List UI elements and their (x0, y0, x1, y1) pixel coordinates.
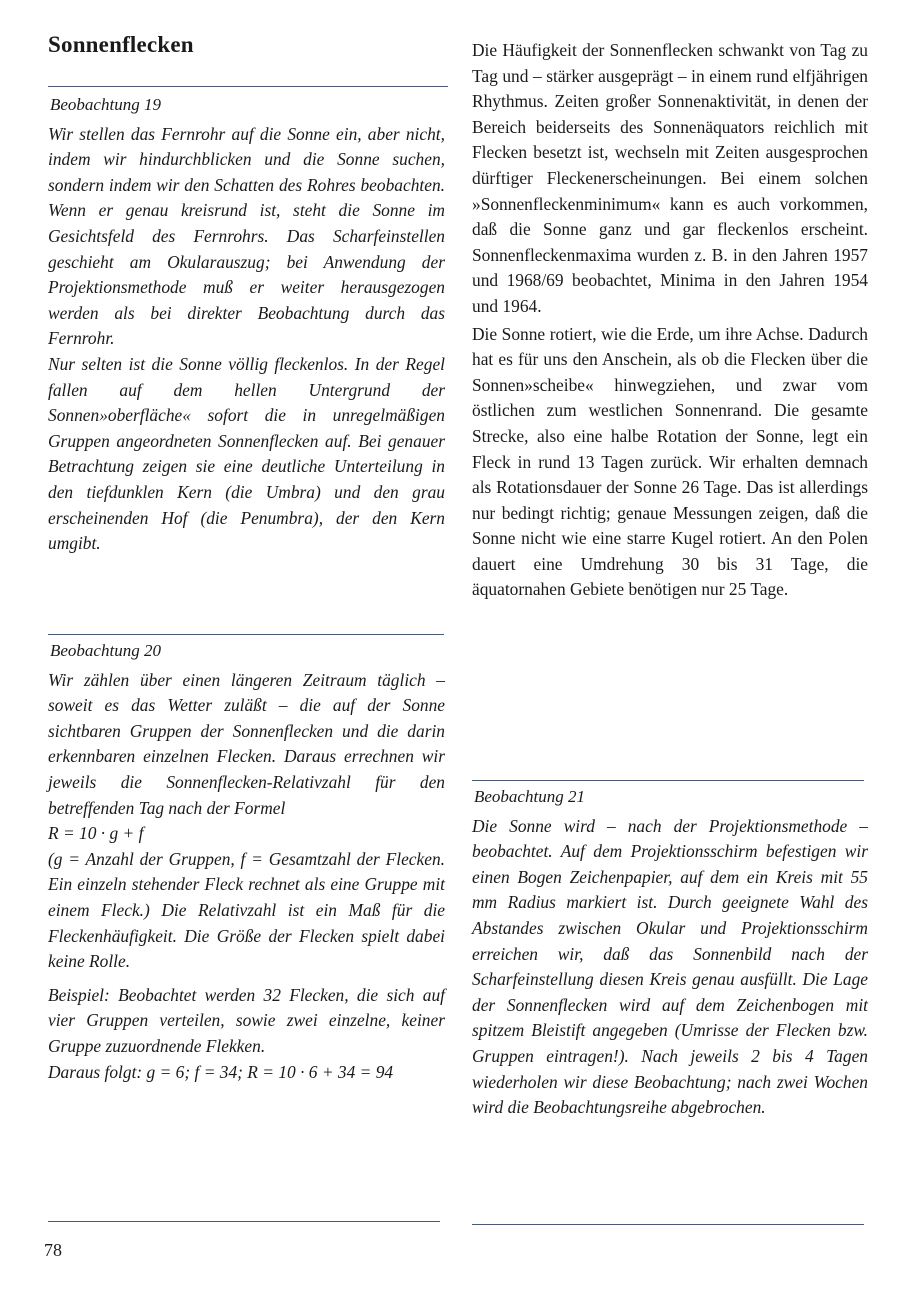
observation-20-example: Beispiel: Beobachtet werden 32 Flecken, die sich auf vier Gruppen verteilen, sowie zwei einzelne, keiner Gruppe zuzuordnende Flekken. (48, 984, 445, 1056)
section-rule-3 (472, 780, 864, 781)
observation-21-text: Die Sonne wird – nach der Projektionsmethode – beobachtet. Auf dem Projektionsschirm befestigen wir einen Bogen Zeichenpapier, auf dem ein Kreis mit 55 mm Radius markiert ist. Durch geeignete Wahl des Abstandes zwischen Okular und Projektionsschirm erreichen wir, daß das Sonnenbild nach der Scharfeinstellung diesen Kreis genau ausfüllt. Die Lage der Sonnenflecken wird auf dem Zeichenbogen mit spitzem Bleistift angegeben (Umrisse der Flecken bzw. Gruppen eintragen!). Nach jeweils 2 bis 4 Tagen wiederholen wir diese Beobachtung; nach zwei Wochen wird die Beobachtungsreihe abgebrochen. (472, 815, 868, 1118)
page-number: 78 (44, 1240, 62, 1260)
section-rule-1 (48, 634, 444, 635)
relative-number-formula: R = 10 · g + f (48, 823, 144, 844)
observation-20-result: Daraus folgt: g = 6; f = 34; R = 10 · 6 + 34 = 94 (48, 1061, 394, 1082)
observation-20-explanation: (g = Anzahl der Gruppen, f = Gesamtzahl der Flecken. Ein einzeln stehender Fleck rechnet als eine Gruppe mit einem Fleck.) Die Relativzahl ist ein Maß für die Fleckenhäufigkeit. Die Größe der Flecken spielt dabei keine Rolle. (48, 848, 445, 972)
observation-19-text: Wir stellen das Fernrohr auf die Sonne ein, aber nicht, indem wir hindurchblicken und die Sonne suchen, sondern indem wir den Schatten des Rohres beobachten. Wenn er genau kreisrund ist, steht die Sonne im Gesichtsfeld des Fernrohrs. Das Scharfeinstellen geschieht am Okularauszug; bei Anwendung der Projektionsmethode muß er weiter herausgezogen werden als bei direkter Beobachtung durch das Fernrohr. (48, 123, 445, 349)
observation-20-label: Beobachtung 20 (50, 641, 161, 660)
observation-21-label: Beobachtung 21 (474, 787, 585, 806)
observation-21 (472, 784, 868, 1121)
sunspot-text (472, 38, 868, 603)
observation-20-text: Wir zählen über einen längeren Zeitraum täglich – soweit es das Wetter zuläßt – die auf der Sonne sichtbaren Gruppen der Sonnenflecken und die darin erkennbaren einzelnen Flecken. Daraus errechnen wir jeweils die Sonnenflecken-Relativzahl für den betreffenden Tag nach der Formel (48, 669, 445, 818)
section-rule-2 (48, 1221, 440, 1222)
title-rule (48, 86, 448, 87)
sun-rotation-paragraph: Die Sonne rotiert, wie die Erde, um ihre Achse. Dadurch hat es für uns den Anschein, als ob die Flecken über die Sonnen»scheibe« hinwegziehen, und zwar vom östlichen zum westlichen Sonnenrand. Die gesamte Strecke, also eine halbe Rotation der Sonne, legt ein Fleck in rund 13 Tagen zurück. Wir erhalten demnach als Rotationsdauer der Sonne 26 Tage. Das ist allerdings nur bedingt richtig; genaue Messungen zeigen, daß die Sonne nicht wie eine starre Kugel rotiert. An den Polen dauert eine Umdrehung 30 bis 31 Tage, die äquatornahen Gebiete benötigen nur 25 Tage. (472, 323, 868, 600)
sunspot-frequency-paragraph: Die Häufigkeit der Sonnenflecken schwankt von Tag zu Tag und – stärker ausgeprägt – in einem rund elfjährigen Rhythmus. Zeiten großer Sonnenaktivität, in denen der Bereich beiderseits des Sonnenäquators reichlich mit Flecken besetzt ist, wechseln mit Zeiten ausgesprochen dürftiger Fleckenerscheinungen. Bei einem solchen »Sonnenfleckenminimum« kann es auch vorkommen, daß die Sonne ganz und gar fleckenlos erscheint. Sonnenfleckenmaxima wurden z. B. in den Jahren 1957 und 1968/69 beobachtet, Minima in den Jahren 1954 und 1964. (472, 40, 868, 316)
section-rule-4 (472, 1224, 864, 1225)
page-title: Sonnenflecken (48, 32, 194, 57)
observation-19-label: Beobachtung 19 (50, 95, 161, 114)
observation-20 (48, 638, 445, 1085)
observation-19-text-2: Nur selten ist die Sonne völlig fleckenlos. In der Regel fallen auf dem hellen Untergrund der Sonnen»oberfläche« sofort die in unregelmäßigen Gruppen angeordneten Sonnenflecken auf. Bei genauer Betrachtung zeigen sie eine deutliche Unterteilung in den tiefdunklen Kern (die Umbra) und den grau erscheinenden Hof (die Penumbra), der den Kern umgibt. (48, 353, 445, 554)
observation-19 (48, 92, 445, 557)
